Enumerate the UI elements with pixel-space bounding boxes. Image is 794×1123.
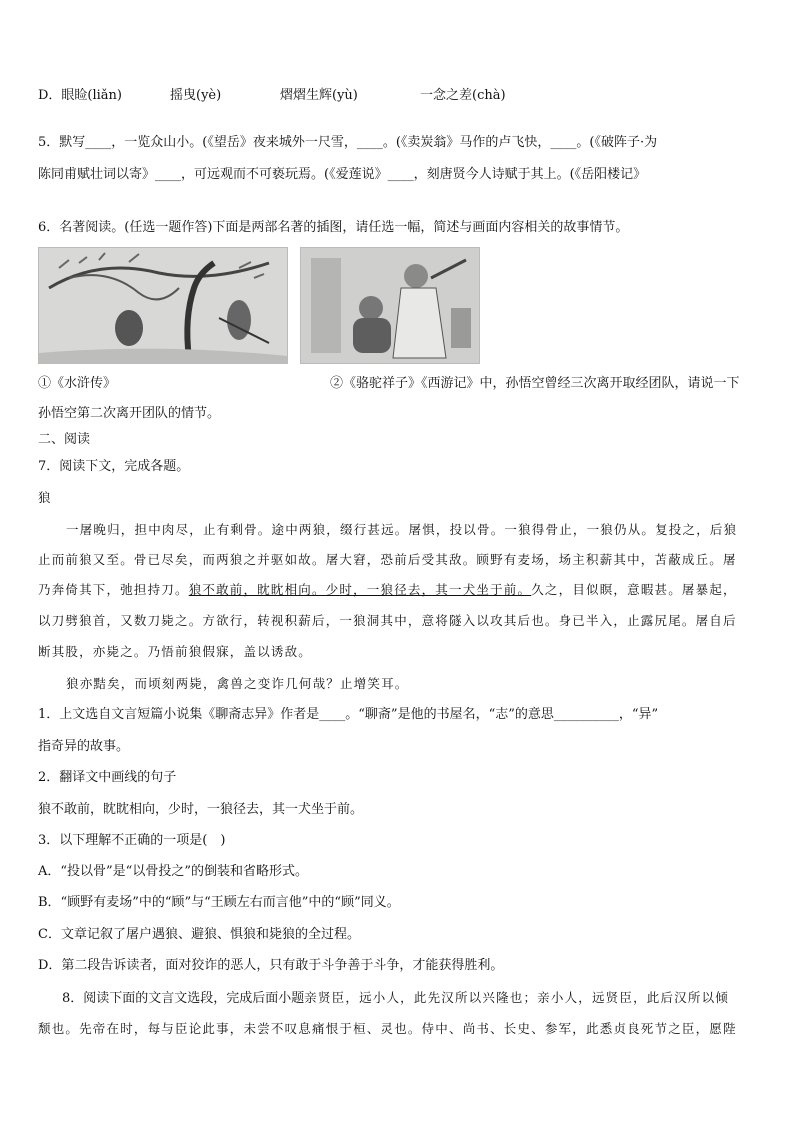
q7-sub1-line2: 指奇异的故事。 bbox=[38, 739, 130, 754]
q7-option-c: C．文章记叙了屠户遇狼、避狼、惧狼和毙狼的全过程。 bbox=[38, 927, 360, 942]
passage-line3-start: 乃奔倚其下，弛担持刀。 bbox=[38, 582, 189, 597]
passage-paragraph2: 狼亦黠矣，而顷刻两毙，禽兽之变诈几何哉？止增笑耳。 bbox=[66, 676, 409, 691]
q8-line1 bbox=[62, 990, 729, 1007]
q5-line1: 5．默写____，一览众山小。(《望岳》夜来城外一尺雪，____。(《卖炭翁》马作的卢飞快，____。(《破阵子·为 bbox=[38, 135, 658, 150]
q6-option1: ①《水浒传》 bbox=[38, 376, 117, 391]
q7-option-a: A．“投以骨”是“以骨投之”的倒装和省略形式。 bbox=[38, 864, 308, 879]
passage-line3-end: 久之，目似瞑，意暇甚。屠暴起， bbox=[531, 582, 737, 597]
q7-sub2: 2．翻译文中画线的句子 bbox=[38, 770, 177, 785]
camel-xiangzi-illustration bbox=[300, 247, 480, 364]
q8-line2: 颓也。先帝在时，每与臣论此事，未尝不叹息痛恨于桓、灵也。侍中、尚书、长史、参军，此悉贞良死节之臣，愿陛 bbox=[38, 1021, 737, 1036]
water-margin-illustration bbox=[38, 247, 288, 364]
q7-sub2-sentence: 狼不敢前，眈眈相向，少时，一狼径去，其一犬坐于前。 bbox=[38, 802, 364, 817]
underlined-sentence: 狼不敢前，眈眈相向。少时，一狼径去，其一犬坐于前。 bbox=[188, 582, 532, 597]
q7-option-b: B．“顾野有麦场”中的“顾”与“王顾左右而言他”中的“顾”同义。 bbox=[38, 895, 400, 910]
passage-line1: 一屠晚归，担中肉尽，止有剩骨。途中两狼，缀行甚远。屠惧，投以骨。一狼得骨止，一狼仍从。复投之，后狼 bbox=[66, 522, 738, 537]
passage-title: 狼 bbox=[38, 490, 52, 505]
section-heading: 二、阅读 bbox=[38, 432, 91, 447]
q8-passage-start: 亲贤臣，远小人，此先汉所以兴隆也；亲小人，远贤臣，此后汉所以倾 bbox=[304, 990, 729, 1005]
q4-option-d-word3: 熠熠生辉(yù) bbox=[280, 88, 358, 103]
q4-option-d: D．眼睑(liǎn) bbox=[38, 88, 123, 103]
q7-option-d: D．第二段告诉读者，面对狡诈的恶人，只有敢于斗争善于斗争，才能获得胜利。 bbox=[38, 958, 504, 973]
q6-option2: ②《骆驼祥子》《西游记》中，孙悟空曾经三次离开取经团队，请说一下 bbox=[330, 376, 740, 391]
q8-stem: 8．阅读下面的文言文选段，完成后面小题 bbox=[62, 991, 305, 1006]
q7-sub1-line1: 1．上文选自文言短篇小说集《聊斋志异》作者是____。“聊斋”是他的书屋名，“志”的意思__________，“异” bbox=[38, 707, 659, 722]
passage-line3 bbox=[38, 582, 737, 598]
q6-stem: 6．名著阅读。(任选一题作答)下面是两部名著的插图，请任选一幅，简述与画面内容相关的故事情节。 bbox=[38, 220, 629, 235]
passage-line4: 以刀劈狼首，又数刀毙之。方欲行，转视积薪后，一狼洞其中，意将隧入以攻其后也。身已半入，止露尻尾。屠自后 bbox=[38, 613, 737, 628]
q4-option-d-word4: 一念之差(chà) bbox=[420, 88, 506, 103]
q4-option-d-word2: 摇曳(yè) bbox=[170, 88, 222, 103]
q7-stem: 7．阅读下文，完成各题。 bbox=[38, 459, 190, 474]
q7-sub3: 3．以下理解不正确的一项是( ) bbox=[38, 833, 226, 848]
passage-line5: 断其股，亦毙之。乃悟前狼假寐，盖以诱敌。 bbox=[38, 644, 313, 659]
passage-line2: 止而前狼又至。骨已尽矣，而两狼之并驱如故。屠大窘，恐前后受其敌。顾野有麦场，场主积薪其中，苫蔽成丘。屠 bbox=[38, 552, 737, 567]
q6-option2-continued: 孙悟空第二次离开团队的情节。 bbox=[38, 406, 221, 421]
q5-line2: 陈同甫赋壮词以寄》____，可远观而不可亵玩焉。(《爱莲说》____，刻唐贤今人诗赋于其上。(《岳阳楼记》 bbox=[38, 167, 647, 182]
